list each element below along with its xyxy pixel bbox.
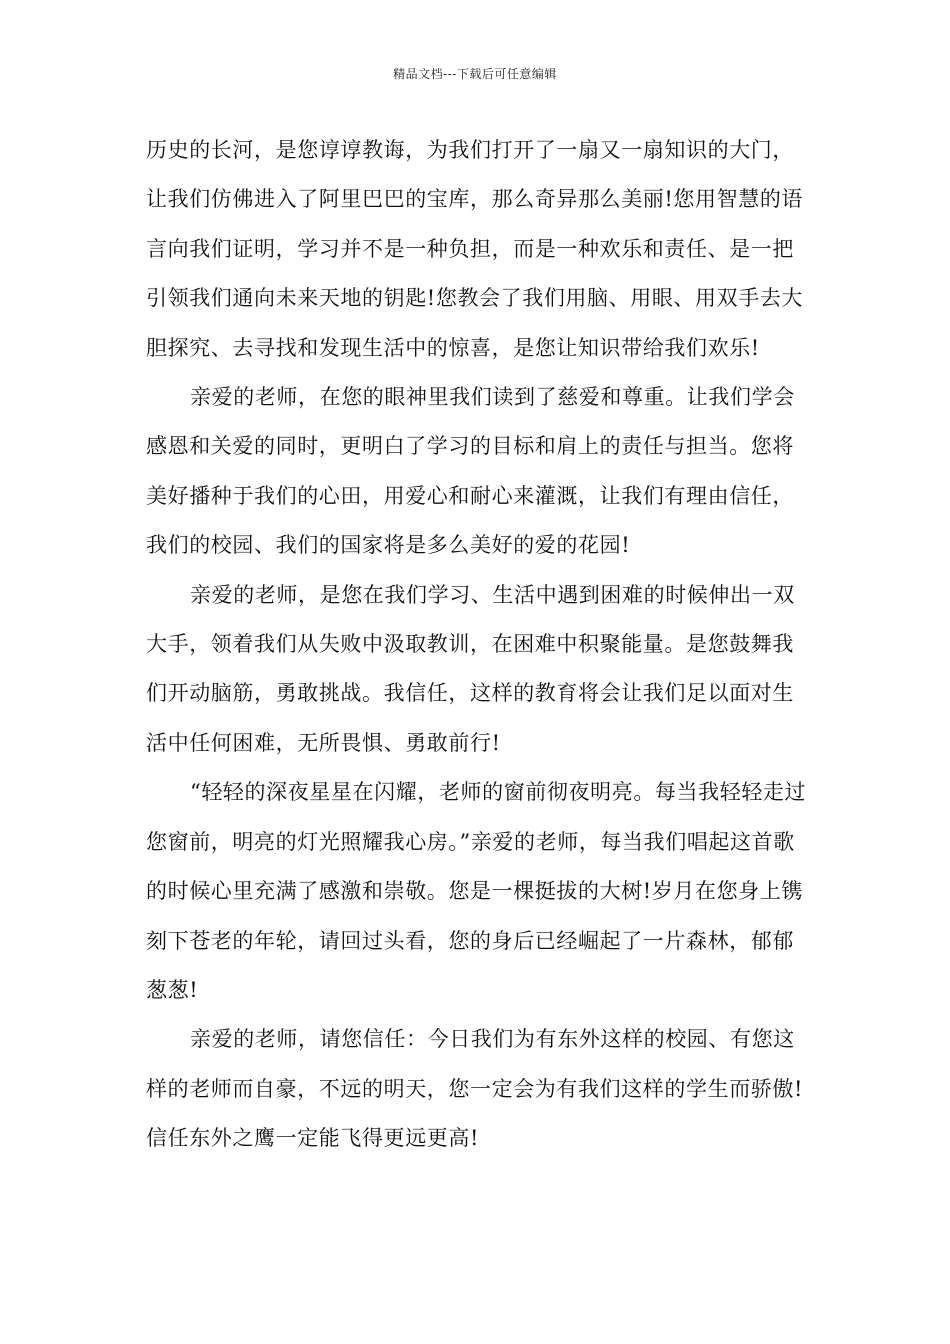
paragraph-5: 亲爱的老师，请您信任：今日我们为有东外这样的校园、有您这样的老师而自豪，不远的明天，您一定会为有我们这样的学生而骄傲!信任东外之鹰一定能飞得更远更高! (146, 1027, 804, 1151)
paragraph-4: “轻轻的深夜星星在闪耀，老师的窗前彻夜明亮。每当我轻轻走过您窗前，明亮的灯光照耀我心房。”亲爱的老师，每当我们唱起这首歌的时候心里充满了感激和崇敬。您是一棵挺拔的大树!岁月在您身上镌刻下苍老的年轮，请回过头看，您的身后已经崛起了一片森林，郁郁葱葱! (146, 780, 807, 1002)
paragraph-1: 历史的长河，是您谆谆教诲，为我们打开了一扇又一扇知识的大门，让我们仿佛进入了阿里巴巴的宝库，那么奇异那么美丽!您用智慧的语言向我们证明，学习并不是一种负担，而是一种欢乐和责任、是一把引领我们通向未来天地的钥匙!您教会了我们用脑、用眼、用双手去大胆探究、去寻找和发现生活中的惊喜，是您让知识带给我们欢乐! (146, 138, 804, 360)
paragraph-2: 亲爱的老师，在您的眼神里我们读到了慈爱和尊重。让我们学会感恩和关爱的同时，更明白了学习的目标和肩上的责任与担当。您将美好播种于我们的心田，用爱心和耐心来灌溉，让我们有理由信任，我们的校园、我们的国家将是多么美好的爱的花园! (146, 385, 795, 558)
page-header: 精品文档---下载后可任意编辑 (393, 67, 557, 81)
document-body (146, 126, 810, 1164)
paragraph-3: 亲爱的老师，是您在我们学习、生活中遇到困难的时候伸出一双大手，领着我们从失败中汲取教训，在困难中积聚能量。是您鼓舞我们开动脑筋，勇敢挑战。我信任，这样的教育将会让我们足以面对生活中任何困难，无所畏惧、勇敢前行! (146, 582, 795, 755)
